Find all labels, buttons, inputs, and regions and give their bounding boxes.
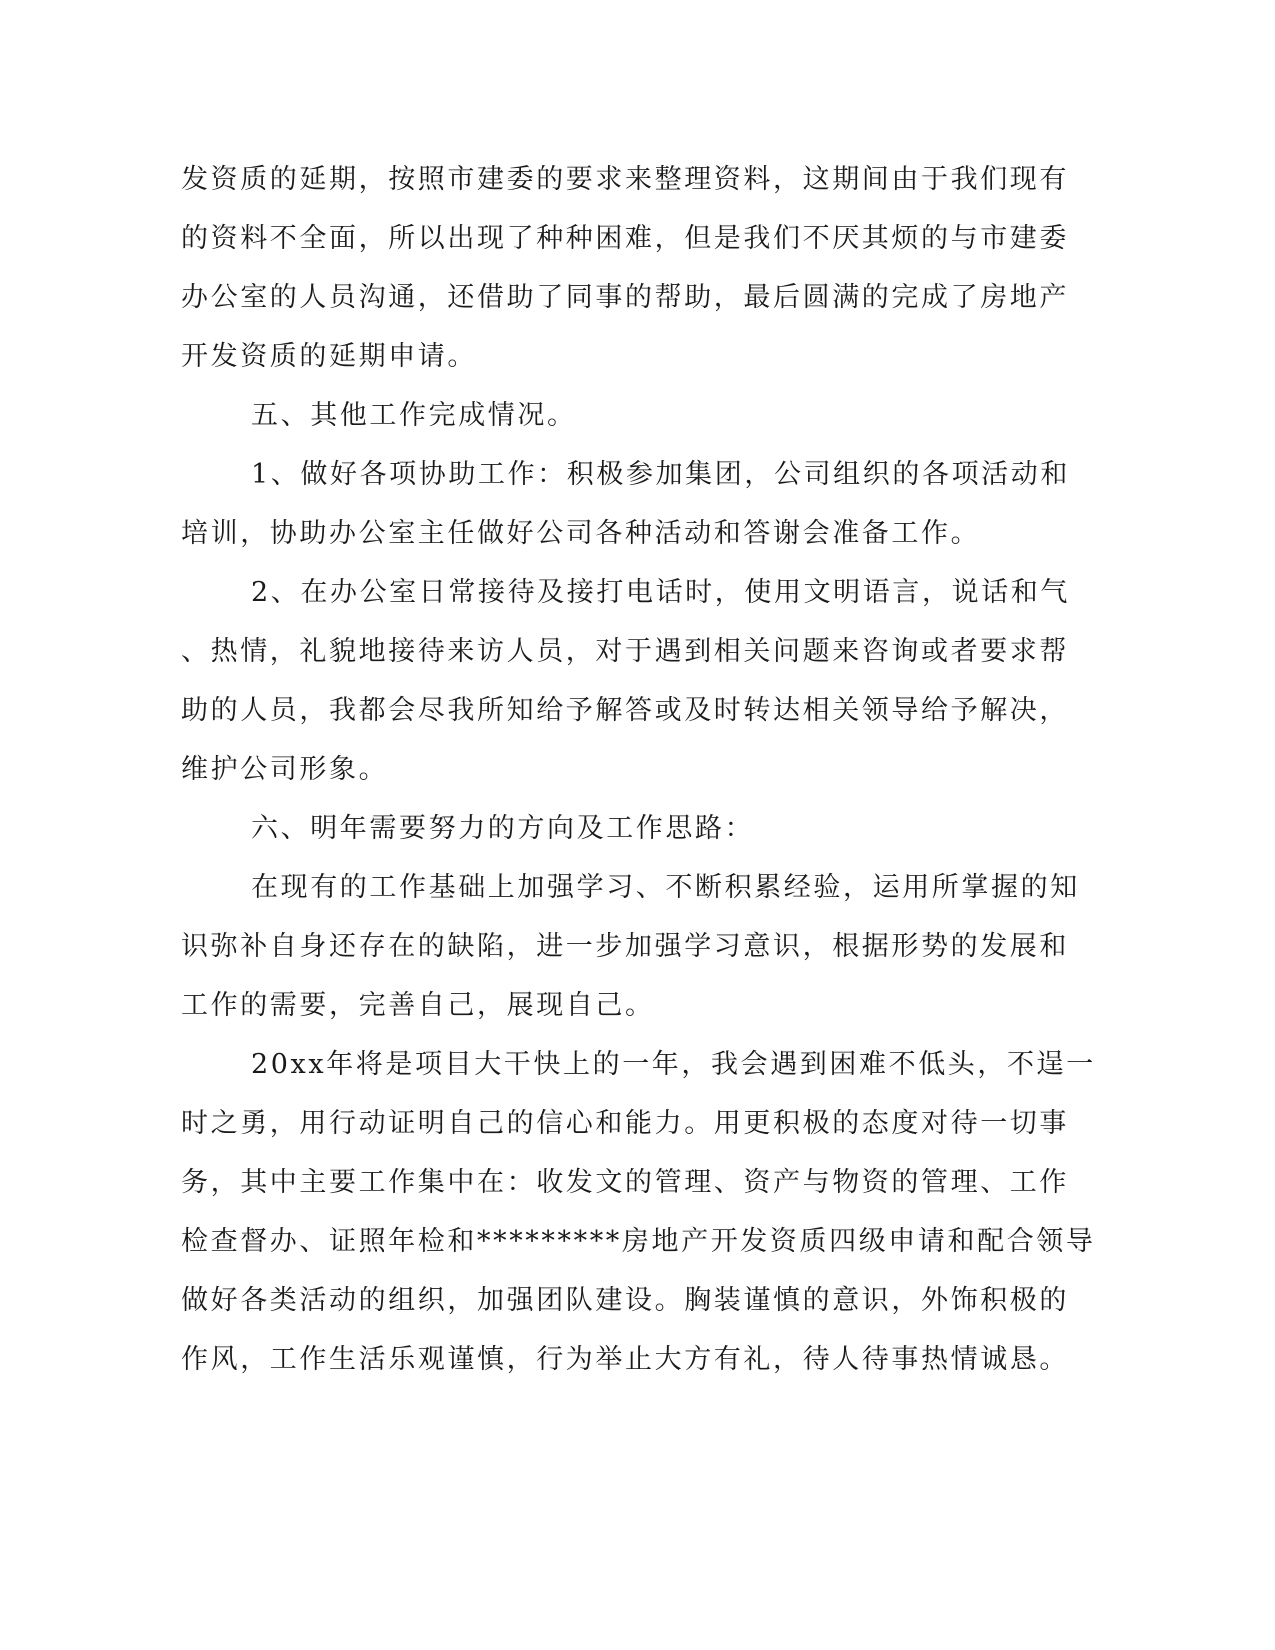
section-heading: 六、明年需要努力的方向及工作思路： <box>251 813 755 844</box>
text-line: 办公室的人员沟通，还借助了同事的帮助，最后圆满的完成了房地产 <box>181 282 1069 313</box>
text-line: 检查督办、证照年检和*********房地产开发资质四级申请和配合领导 <box>181 1226 1096 1257</box>
text-line: 的资料不全面，所以出现了种种困难，但是我们不厌其烦的与市建委 <box>181 223 1069 254</box>
text-line: 时之勇，用行动证明自己的信心和能力。用更积极的态度对待一切事 <box>181 1108 1069 1139</box>
text-line: 作风，工作生活乐观谨慎，行为举止大方有礼，待人待事热情诚恳。 <box>181 1344 1069 1375</box>
text-line: 、热情，礼貌地接待来访人员，对于遇到相关问题来咨询或者要求帮 <box>181 636 1069 667</box>
text-line: 维护公司形象。 <box>181 754 389 785</box>
text-line: 识弥补自身还存在的缺陷，进一步加强学习意识，根据形势的发展和 <box>181 931 1069 962</box>
text-line: 培训，协助办公室主任做好公司各种活动和答谢会准备工作。 <box>181 518 981 549</box>
text-line: 20xx年将是项目大干快上的一年，我会遇到困难不低头，不逞一 <box>251 1049 1096 1080</box>
text-line: 1、做好各项协助工作：积极参加集团，公司组织的各项活动和 <box>251 459 1070 490</box>
section-heading: 五、其他工作完成情况。 <box>251 400 577 431</box>
text-line: 发资质的延期，按照市建委的要求来整理资料，这期间由于我们现有 <box>181 164 1069 195</box>
text-line: 在现有的工作基础上加强学习、不断积累经验，运用所掌握的知 <box>251 872 1080 903</box>
text-line: 工作的需要，完善自己，展现自己。 <box>181 990 655 1021</box>
text-line: 2、在办公室日常接待及接打电话时，使用文明语言，说话和气 <box>251 577 1070 608</box>
text-line: 做好各类活动的组织，加强团队建设。胸装谨慎的意识，外饰积极的 <box>181 1285 1069 1316</box>
text-line: 开发资质的延期申请。 <box>181 341 477 372</box>
text-line: 务，其中主要工作集中在：收发文的管理、资产与物资的管理、工作 <box>181 1167 1069 1198</box>
text-line: 助的人员，我都会尽我所知给予解答或及时转达相关领导给予解决， <box>181 695 1069 726</box>
